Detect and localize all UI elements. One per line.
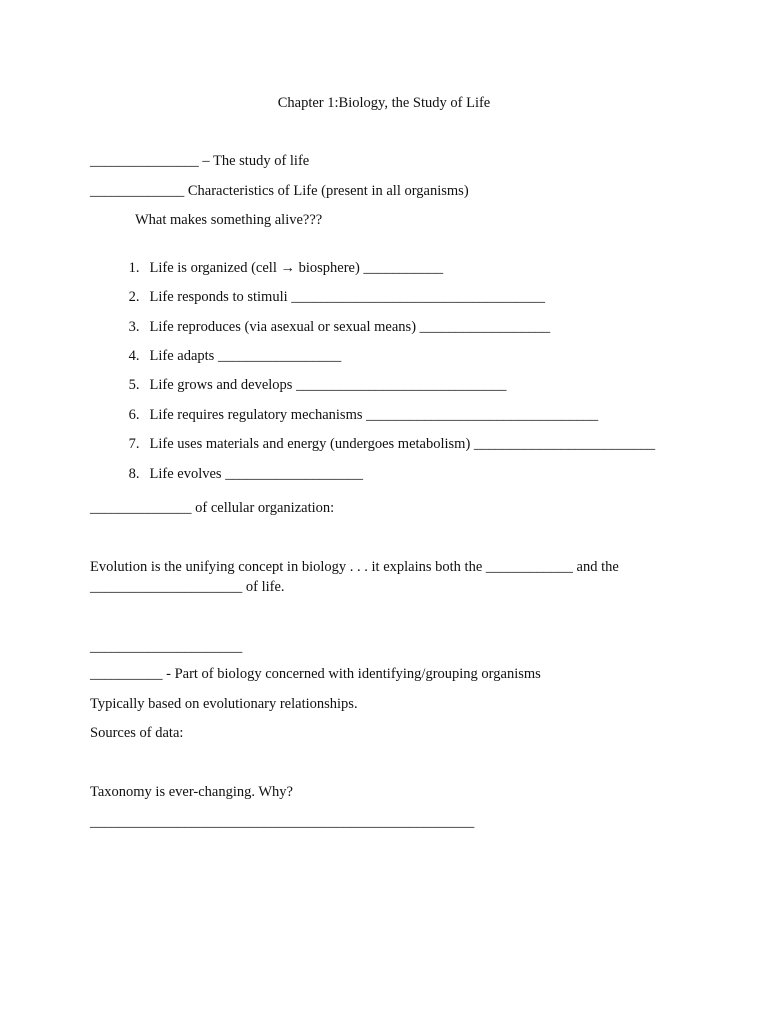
list-item-number: 3. [128,319,140,335]
page-title: Chapter 1:Biology, the Study of Life [277,95,491,111]
taxonomy-definition-line: __________ - Part of biology concerned with identifying/grouping organisms [90,666,541,682]
list-item-text: Life reproduces (via asexual or sexual means) __________________ [149,319,551,335]
list-item-number: 7. [128,436,140,452]
list-item-number: 8. [128,466,140,482]
evolution-line-2: _____________________ of life. [90,579,285,595]
list-item-text: Life responds to stimuli ___________________________________ [149,289,546,305]
list-item-text: Life adapts _________________ [149,348,342,364]
list-item-text: Life is organized (cell → biosphere) ___________ [149,260,444,276]
list-item-number: 4. [128,348,140,364]
list-item-number: 5. [128,377,140,393]
sources-of-data-line: Sources of data: [90,725,184,741]
list-item-text: Life grows and develops _____________________________ [149,377,507,393]
list-item-text: Life requires regulatory mechanisms ________________________________ [149,407,599,423]
characteristics-line: _____________ Characteristics of Life (present in all organisms) [90,183,469,199]
blank-heading: _____________________ [90,639,243,655]
evolution-line-1: Evolution is the unifying concept in biology . . . it explains both the ____________ and the [90,559,619,575]
ever-changing-line: Taxonomy is ever-changing. Why? [90,784,293,800]
list-item-number: 6. [128,407,140,423]
list-item-number: 2. [128,289,140,305]
list-item-text: Life evolves ___________________ [149,466,363,482]
list-item-text: Life uses materials and energy (undergoes metabolism) _________________________ [149,436,656,452]
study-of-life-line: _______________ – The study of life [90,153,310,169]
list-item [103,447,363,501]
typically-line: Typically based on evolutionary relationships. [90,696,358,712]
what-makes-alive-line: What makes something alive??? [135,212,323,228]
list-item-number: 1. [128,260,140,276]
cellular-organization-line: ______________ of cellular organization: [90,500,335,516]
answer-blank-line: _____________________________________________________ [90,814,475,830]
